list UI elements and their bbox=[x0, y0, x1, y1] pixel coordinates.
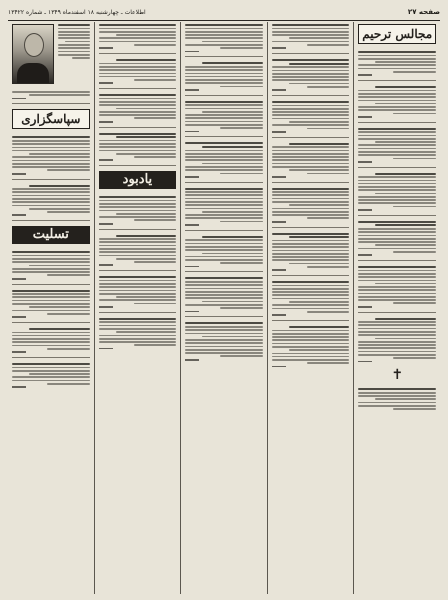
section-heading-majales: مجالس ترحیم bbox=[358, 24, 436, 44]
page-number: صفحه ۲۷ bbox=[407, 8, 440, 16]
notice-block bbox=[12, 326, 90, 358]
notice-block bbox=[99, 233, 177, 272]
issue-meta: اطلاعات ـ چهارشنبه ۱۸ اسفندماه ۱۳۴۹ ـ شماره ۱۳۴۲۲ bbox=[8, 8, 146, 16]
notice-block bbox=[358, 386, 436, 412]
notice-block bbox=[185, 186, 263, 231]
column-1 bbox=[353, 22, 440, 594]
notice-block bbox=[272, 99, 350, 138]
notice-block bbox=[272, 22, 350, 54]
portrait-notice bbox=[12, 22, 90, 86]
notice-block bbox=[12, 249, 90, 284]
section-heading-tasliat: تسلیت bbox=[12, 226, 90, 244]
column-4 bbox=[94, 22, 181, 594]
notice-block bbox=[272, 57, 350, 96]
notice-block bbox=[185, 99, 263, 138]
notice-block bbox=[185, 22, 263, 57]
notice-block bbox=[99, 316, 177, 352]
notice-block bbox=[358, 264, 436, 312]
notice-block bbox=[12, 361, 90, 390]
notice-block bbox=[185, 140, 263, 182]
notice-block bbox=[272, 231, 350, 277]
column-3 bbox=[180, 22, 267, 594]
column-grid bbox=[8, 22, 440, 594]
notice-block bbox=[185, 275, 263, 317]
page-header bbox=[8, 6, 440, 21]
notice-block bbox=[185, 320, 263, 362]
notice-block bbox=[272, 141, 350, 183]
section-heading-yadbud: یادبود bbox=[99, 171, 177, 189]
notice-block bbox=[99, 22, 177, 54]
notice-block bbox=[12, 134, 90, 179]
notice-block bbox=[358, 171, 436, 216]
notice-block bbox=[358, 49, 436, 81]
notice-block bbox=[272, 279, 350, 321]
notice-block bbox=[99, 57, 177, 89]
notice-block bbox=[99, 92, 177, 127]
notice-block bbox=[185, 234, 263, 273]
notice-block bbox=[99, 274, 177, 313]
portrait-photo bbox=[12, 24, 54, 84]
notice-block bbox=[358, 219, 436, 261]
notice-block bbox=[358, 316, 436, 365]
notice-block bbox=[58, 22, 90, 86]
notice-block bbox=[272, 324, 350, 369]
notice-block bbox=[12, 183, 90, 222]
cross-icon: ✝ bbox=[391, 367, 404, 384]
notice-block bbox=[99, 194, 177, 229]
column-2 bbox=[267, 22, 354, 594]
notice-block bbox=[185, 60, 263, 95]
notice-block bbox=[272, 186, 350, 228]
notice-block bbox=[358, 126, 436, 168]
column-5 bbox=[8, 22, 94, 594]
notice-block bbox=[358, 84, 436, 123]
notice-block bbox=[12, 89, 90, 104]
notice-block bbox=[12, 288, 90, 323]
notice-block bbox=[99, 131, 177, 167]
section-heading-sepas: سپاسگزاری bbox=[12, 109, 90, 129]
